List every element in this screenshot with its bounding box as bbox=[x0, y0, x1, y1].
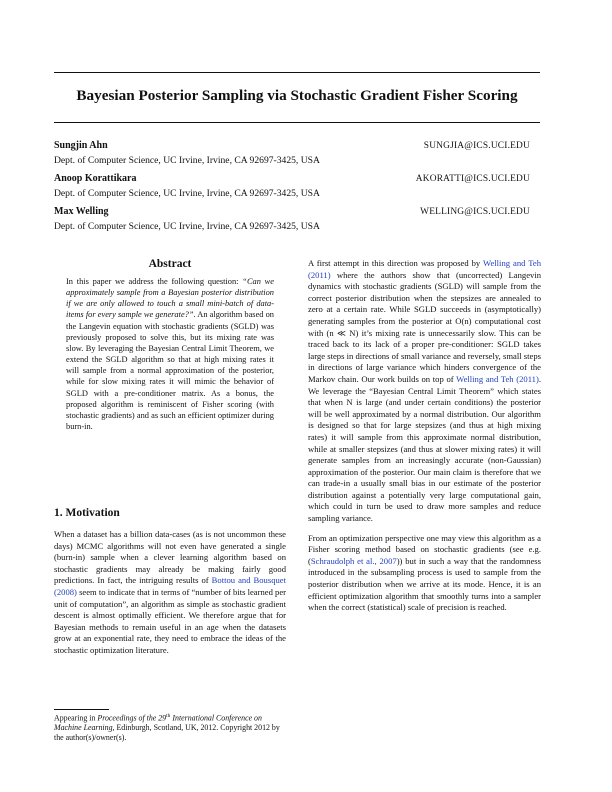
abstract-rest: . An algorithm based on the Langevin equation with stochastic gradients (SGLD) was previously proposed to solve this, but its mixing rate was slow. By leveraging the Bayesian Central Limit Theorem, we extend the SGLD algorithm so that at high mixing rates it will sample from a normal approximation of the posterior, while for slow mixing rates it will mimic the behavior of SGLD with a pre-conditioner matrix. As a bonus, the proposed algorithm is reminiscent of Fisher scoring (with stochastic gradients) and as such an efficient optimizer during burn-in. bbox=[66, 310, 274, 432]
right-paragraph bbox=[308, 258, 541, 525]
abstract-question: “Can we approximately sample from a Bayesian posterior distribution if we are only allowed to touch a small mini-batch of data-items for every sample we generate?” bbox=[66, 277, 274, 320]
abstract-heading: Abstract bbox=[148, 258, 192, 270]
right-paragraph bbox=[308, 533, 541, 614]
right-column bbox=[308, 258, 541, 622]
paragraph-text: From an optimization perspective one may view this algorithm as a Fisher scoring method based on stochastic gradients (see e.g. ( bbox=[308, 532, 541, 566]
footnote-venue: International Conference on Machine Learning bbox=[54, 713, 262, 733]
footnote bbox=[54, 712, 286, 743]
author-affiliation: Dept. of Computer Science, UC Irvine, Irvine, CA 92697-3425, USA bbox=[54, 188, 320, 199]
citation-link[interactable]: Welling and Teh (2011) bbox=[308, 258, 541, 280]
section-heading: 1. Motivation bbox=[54, 507, 120, 519]
abstract-text bbox=[66, 276, 274, 432]
paragraph-text: where the authors show that (uncorrected) Langevin dynamics with stochastic gradients (SGLD) will sample from the correct posterior distribution when the stepsizes are annealed to zero at a certain rate. While SGLD succeeds in (asymptotically) generating samples from the posterior at O(n) computational cost with (n ≪ N) it’s mixing rate is unnecessarily slow. This can be traced back to its lack of a proper pre-conditioner: SGLD takes large steps in directions of small variance and reversely, small steps in directions of large variance which hinders convergence of the Markov chain. Our work builds on top of bbox=[308, 269, 541, 384]
footnote-rule bbox=[54, 709, 109, 710]
paragraph-text: . We leverage the “Bayesian Central Limit Theorem” which states that when N is large (and under certain conditions) the posterior will be well approximated by a normal distribution. Our algorithm is designed so that for large stepsizes (and thus at high mixing rates) it will sample from this approximate normal distribution, while at smaller stepsizes (and thus at slower mixing rates) it will generate samples from an increasingly accurate (non-Gaussian) approximation of the posterior. Our main claim is therefore that we can trade-in a usually small bias in our estimate of the posterior distribution against a potentially very large computational gain, which could in turn be used to draw more samples and reduce sampling variance. bbox=[308, 373, 541, 524]
left-column bbox=[54, 258, 286, 432]
author-affiliation: Dept. of Computer Science, UC Irvine, Irvine, CA 92697-3425, USA bbox=[54, 155, 320, 166]
motivation-text: When a dataset has a billion data-cases (as is not uncommon these days) MCMC algorithms will not even have generated a single (burn-in) sample when a clever learning algorithm based on stochastic gradients may already be making fairly good predictions. In fact, the intriguing results of bbox=[54, 529, 286, 586]
author-email[interactable]: SUNGJIA@ICS.UCI.EDU bbox=[423, 141, 530, 151]
footnote-text: , Edinburgh, Scotland, UK, 2012. Copyright 2012 by the author(s)/owner(s). bbox=[54, 723, 280, 743]
paper-title: Bayesian Posterior Sampling via Stochastic Gradient Fisher Scoring bbox=[76, 87, 518, 104]
author-email[interactable]: AKORATTI@ICS.UCI.EDU bbox=[415, 174, 530, 184]
citation-link[interactable]: Bottou and Bousquet (2008) bbox=[54, 575, 286, 597]
footnote-text: Appearing in bbox=[54, 713, 98, 723]
abstract-intro: In this paper we address the following question: bbox=[66, 277, 243, 286]
paragraph-text: A first attempt in this direction was proposed by bbox=[308, 258, 484, 268]
motivation-paragraph bbox=[54, 529, 286, 657]
author-affiliation: Dept. of Computer Science, UC Irvine, Irvine, CA 92697-3425, USA bbox=[54, 221, 320, 232]
author-name: Sungjin Ahn bbox=[54, 140, 108, 151]
footnote-venue: Proceedings of the 29 bbox=[97, 713, 167, 723]
paragraph-text: )) but in such a way that the randomness introduced in the subsampling process is used to sample from the posterior distribution when we arrive at its mode. Hence, it is an efficient optimization algorithm that smoothly turns into a sampler when the correct (statistical) scale of precision is reached. bbox=[308, 555, 541, 613]
title-bottom-rule bbox=[54, 122, 540, 123]
citation-link[interactable]: Welling and Teh (2011) bbox=[456, 373, 539, 384]
author-email[interactable]: WELLING@ICS.UCI.EDU bbox=[420, 207, 530, 217]
author-name: Anoop Korattikara bbox=[54, 173, 137, 184]
top-rule bbox=[54, 72, 540, 73]
citation-link[interactable]: Schraudolph et al., 2007 bbox=[310, 555, 397, 566]
author-name: Max Welling bbox=[54, 206, 109, 217]
footnote-sup: th bbox=[166, 713, 171, 719]
motivation-text: seem to indicate that in terms of “number of bits learned per unit of computation”, an algorithm as simple as stochastic gradient descent is almost optimally efficient. We therefore argue that for Bayesian methods to remain useful in an age when the datasets grow at an exponential rate, they need to embrace the ideas of the stochastic optimization literature. bbox=[54, 586, 286, 655]
